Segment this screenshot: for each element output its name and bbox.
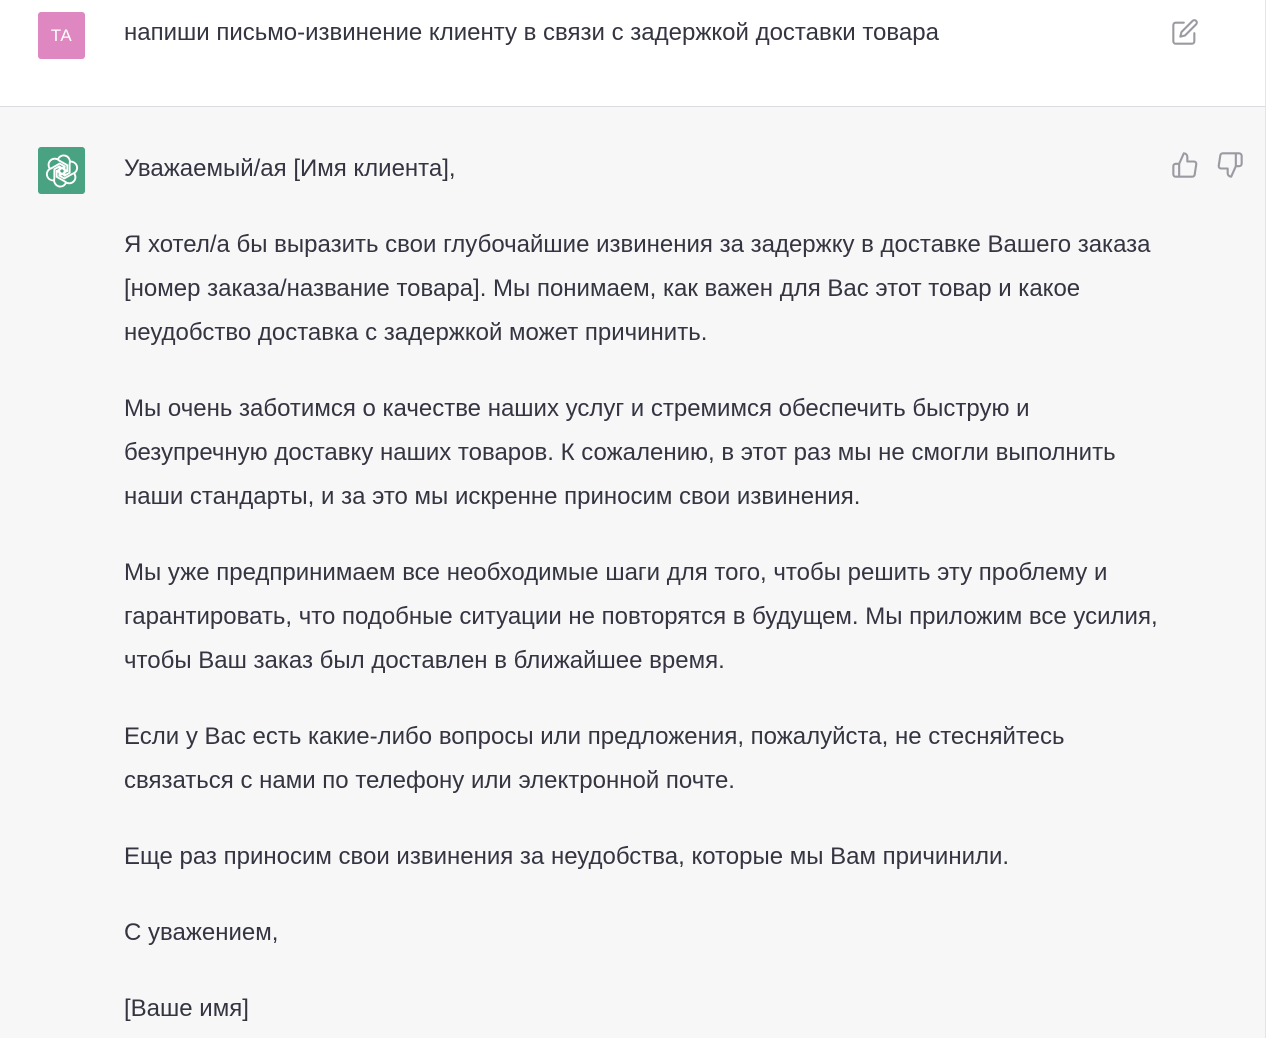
assistant-message-row [0,107,1265,1038]
user-message-row [0,0,1265,107]
thumbs-down-icon [1216,151,1244,179]
answer-paragraph: Я хотел/а бы выразить свои глубочайшие извинения за задержку в доставке Вашего заказа [номер заказа/название товара]. Мы понимаем, как важен для Вас этот товар и какое неудобство доставка с задержкой может причинить. [124,231,1151,346]
user-message-text: напиши письмо-извинение клиенту в связи с задержкой доставки товара [124,19,939,46]
answer-paragraph: Уважаемый/ая [Имя клиента], [124,155,456,182]
openai-logo-icon [45,154,79,188]
answer-paragraph: Мы уже предпринимаем все необходимые шаги для того, чтобы решить эту проблему и гарантировать, что подобные ситуации не повторятся в будущем. Мы приложим все усилия, чтобы Ваш заказ был доставлен в ближайшее время. [124,559,1158,674]
edit-message-button[interactable] [1171,18,1199,46]
user-avatar: TA [38,12,85,59]
edit-icon [1171,18,1199,46]
answer-paragraph: [Ваше имя] [124,995,249,1022]
thumbs-up-icon [1171,151,1199,179]
assistant-message-text [124,147,1164,1038]
answer-paragraph: Если у Вас есть какие-либо вопросы или предложения, пожалуйста, не стесняйтесь связаться с нами по телефону или электронной почте. [124,723,1065,794]
assistant-avatar [38,147,85,194]
answer-paragraph: С уважением, [124,919,279,946]
answer-paragraph: Мы очень заботимся о качестве наших услуг и стремимся обеспечить быструю и безупречную доставку наших товаров. К сожалению, в этот раз мы не смогли выполнить наши стандарты, и за это мы искренне приносим свои извинения. [124,395,1116,510]
thumbs-up-button[interactable] [1171,151,1199,179]
thumbs-down-button[interactable] [1216,151,1244,179]
answer-paragraph: Еще раз приносим свои извинения за неудобства, которые мы Вам причинили. [124,843,1010,870]
